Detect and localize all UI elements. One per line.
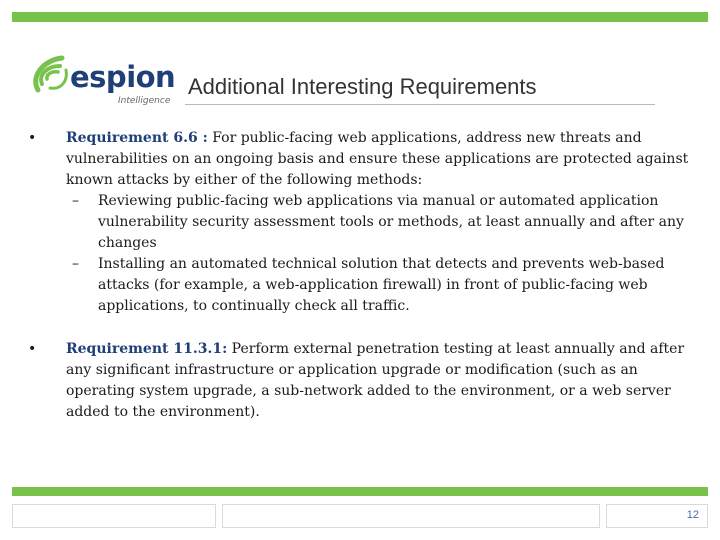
title-divider: [185, 104, 655, 105]
sub-bullet-text: Installing an automated technical solution that detects and prevents web-based attacks (for example, a web-application firewall) in front of public-facing web applications, to continually check all traffic.: [98, 256, 665, 314]
bullet-item: [28, 339, 698, 423]
slide-title: Additional Interesting Requirements: [188, 74, 537, 99]
sub-bullet-marker: –: [72, 193, 79, 209]
sub-bullet-text: Reviewing public-facing web applications via manual or automated application vulnerability security assessment tools or methods, at least annually and after any changes: [98, 193, 684, 251]
sub-bullet-marker: –: [72, 256, 79, 272]
bullet-marker: •: [28, 130, 37, 146]
bullet-item: [28, 128, 698, 317]
requirement-text: For public-facing web applications, address new threats and vulnerabilities on an ongoing basis and ensure these applications are protected against known attacks by either of the following methods:: [66, 130, 689, 188]
footer-center-box: [222, 504, 600, 528]
requirement-label: Requirement 6.6 :: [66, 130, 208, 146]
bottom-accent-bar: [12, 487, 708, 496]
page-number: 12: [686, 509, 699, 521]
requirement-text: Perform external penetration testing at least annually and after any significant infrastructure or application upgrade or modification (such as an operating system upgrade, a sub-network added to the environment, or a web server added to the environment).: [66, 341, 685, 420]
requirement-label: Requirement 11.3.1:: [66, 341, 228, 357]
logo-wordmark: espion: [70, 60, 176, 94]
slide-content: [28, 128, 698, 423]
footer-right-box: [606, 504, 708, 528]
sub-bullet-item: [66, 254, 698, 317]
top-accent-bar: [12, 12, 708, 22]
footer-left-box: [12, 504, 216, 528]
logo-tagline: Intelligence: [118, 96, 171, 106]
bullet-marker: •: [28, 341, 37, 357]
sub-bullet-item: [66, 191, 698, 254]
